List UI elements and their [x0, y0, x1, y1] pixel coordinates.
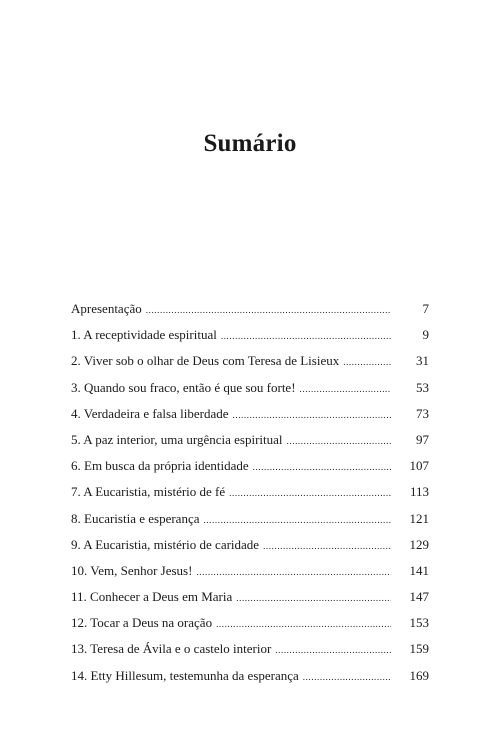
toc-entry[interactable] — [71, 636, 429, 662]
toc-entry-page: 113 — [409, 484, 429, 500]
toc-dot-leader — [146, 297, 391, 323]
toc-entry-label: 8. Eucaristia e esperança — [71, 510, 200, 526]
toc-dot-leader — [216, 611, 391, 637]
toc-entry[interactable] — [71, 401, 429, 427]
toc-entry[interactable] — [71, 532, 429, 558]
toc-entry[interactable] — [71, 348, 429, 374]
toc-entry-page: 107 — [409, 458, 429, 474]
toc-dot-leader — [229, 480, 391, 506]
toc-entry-label: Apresentação — [71, 301, 142, 316]
toc-dot-leader — [300, 376, 391, 402]
toc-entry-label: 11. Conhecer a Deus em Maria — [71, 589, 233, 605]
toc-entry-label: 4. Verdadeira e falsa liberdade — [71, 405, 229, 421]
toc-entry[interactable] — [71, 375, 429, 401]
toc-entry-page: 153 — [409, 615, 429, 631]
toc-entry[interactable] — [71, 453, 429, 479]
toc-entry-page: 7 — [422, 301, 429, 316]
toc-dot-leader — [343, 349, 391, 375]
toc-entry-page: 141 — [409, 562, 429, 578]
toc-entry[interactable] — [71, 584, 429, 610]
toc-dot-leader — [203, 507, 391, 533]
toc-entry-label: 10. Vem, Senhor Jesus! — [71, 562, 193, 578]
toc-dot-leader — [253, 454, 391, 480]
toc-entry[interactable] — [71, 663, 429, 689]
toc-entry-page: 97 — [416, 431, 429, 447]
page-title: Sumário — [203, 130, 297, 157]
toc-dot-leader — [236, 585, 391, 611]
toc-entry[interactable] — [71, 427, 429, 453]
toc-entry-page: 169 — [409, 667, 429, 683]
toc-entry-page: 159 — [409, 641, 429, 657]
toc-entry-label: 7. A Eucaristia, mistério de fé — [71, 484, 226, 500]
toc-entry[interactable] — [71, 479, 429, 505]
toc-entry-label: 3. Quando sou fraco, então é que sou forte! — [71, 379, 296, 395]
toc-entry-label: 13. Teresa de Ávila e o castelo interior — [71, 641, 272, 657]
toc-entry-label: 1. A receptividade espiritual — [71, 327, 217, 343]
toc-entry-label: 9. A Eucaristia, mistério de caridade — [71, 536, 260, 552]
toc-entry-page: 147 — [409, 589, 429, 605]
toc-entry-label: 14. Etty Hillesum, testemunha da esperança — [71, 667, 299, 683]
toc-entry-page: 31 — [416, 353, 429, 369]
toc-dot-leader — [287, 428, 391, 454]
toc-dot-leader — [275, 637, 391, 663]
toc-entry[interactable] — [71, 322, 429, 348]
toc-entry-page: 121 — [409, 510, 429, 526]
toc-entry-page: 73 — [416, 405, 429, 421]
toc-entry-label: 12. Tocar a Deus na oração — [71, 615, 213, 631]
toc-dot-leader — [233, 402, 392, 428]
toc-entry-page: 9 — [422, 327, 429, 343]
toc-dot-leader — [196, 559, 391, 585]
toc-entry[interactable] — [71, 610, 429, 636]
toc-dot-leader — [221, 323, 391, 349]
toc-entry-label: 6. Em busca da própria identidade — [71, 458, 249, 474]
toc-entry-label: 5. A paz interior, uma urgência espiritual — [71, 431, 283, 447]
toc-dot-leader — [303, 664, 391, 690]
toc-entry-label: 2. Viver sob o olhar de Deus com Teresa de Lisieux — [71, 353, 340, 369]
toc-dot-leader — [263, 533, 391, 559]
toc-entry[interactable] — [71, 558, 429, 584]
table-of-contents — [71, 296, 429, 689]
toc-entry-page: 129 — [409, 536, 429, 552]
toc-entry[interactable] — [71, 296, 429, 322]
toc-entry[interactable] — [71, 506, 429, 532]
toc-entry-page: 53 — [416, 379, 429, 395]
